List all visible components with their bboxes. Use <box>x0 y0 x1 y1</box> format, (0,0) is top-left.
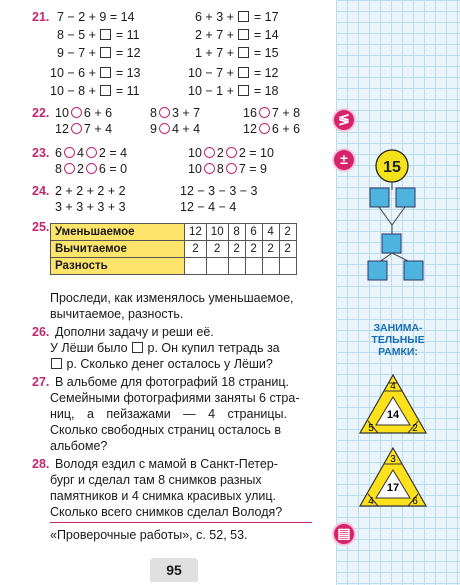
ex26-text: р. Он купил тетрадь за <box>144 341 280 355</box>
ex23-r2-right <box>188 162 267 177</box>
tree-box <box>382 234 401 253</box>
table-cell: 2 <box>279 241 296 258</box>
tri1-center: 14 <box>386 409 400 421</box>
table-cell: 4 <box>262 224 279 241</box>
sign-circle[interactable] <box>226 147 237 158</box>
ex23-val: 8 <box>55 162 62 176</box>
ex23-val: 8 <box>216 162 224 176</box>
ex22-r1-c3 <box>243 106 300 121</box>
ex28-line-1: Володя ездил с мамой в Санкт-Петер- <box>55 457 278 471</box>
ex23-r1-left <box>55 146 127 161</box>
ex21-right-2 <box>195 28 279 43</box>
ex21-left-3 <box>57 46 141 61</box>
ex21-right-1-a: 6 + 3 + <box>195 10 238 24</box>
ex27-line-4: Сколько свободных страниц осталось в <box>50 423 281 437</box>
ex22-val: 12 <box>243 122 257 136</box>
blank-box[interactable] <box>100 47 111 58</box>
ex28-line-4: Сколько всего снимков сделал Володя? <box>50 505 283 519</box>
ex22-val: 7 + 8 <box>271 106 301 120</box>
compare-circle[interactable] <box>71 107 82 118</box>
ex25-text-2: вычитаемое, разность. <box>50 307 184 321</box>
table-cell: 2 <box>185 241 207 258</box>
table-row <box>51 224 297 241</box>
table-cell-empty[interactable] <box>279 258 296 275</box>
blank-box[interactable] <box>238 67 249 78</box>
ex22-val: 6 + 6 <box>271 122 301 136</box>
tri2-top: 3 <box>390 454 396 465</box>
triangle-puzzle-1 <box>358 373 428 435</box>
table-cell-empty[interactable] <box>228 258 245 275</box>
exercise-21-number: 21. <box>32 10 50 24</box>
table-cell-empty[interactable] <box>185 258 207 275</box>
table-cell: 2 <box>206 241 228 258</box>
plus-minus-icon: ± <box>332 148 356 172</box>
table-cell-empty[interactable] <box>206 258 228 275</box>
sign-circle[interactable] <box>86 163 97 174</box>
ex23-val: 6 <box>55 146 62 160</box>
ex23-val: 7 = 9 <box>238 162 268 176</box>
blank-box[interactable] <box>100 85 111 96</box>
ex22-r2-c3 <box>243 122 300 137</box>
workbook-reference: «Проверочные работы», с. 52, 53. <box>50 528 248 542</box>
ex26-line-2 <box>50 341 280 357</box>
blank-box[interactable] <box>238 11 249 22</box>
table-cell: 10 <box>206 224 228 241</box>
tree-box <box>368 261 387 280</box>
ex24-left-1: 2 + 2 + 2 + 2 <box>55 184 126 198</box>
tri1-right: 2 <box>412 423 418 434</box>
row-header: Разность <box>51 258 185 275</box>
ex27-line-5: альбоме? <box>50 439 108 453</box>
table-cell-empty[interactable] <box>262 258 279 275</box>
compare-circle[interactable] <box>159 107 170 118</box>
ex23-val: 2 = 10 <box>238 146 274 160</box>
table-row <box>51 258 297 275</box>
page-number: 95 <box>150 558 198 582</box>
exercise-24-number: 24. <box>32 184 50 198</box>
ex21-left-2 <box>57 28 140 43</box>
table-cell: 8 <box>228 224 245 241</box>
table-cell: 2 <box>228 241 245 258</box>
ex23-val: 6 = 0 <box>98 162 128 176</box>
ex23-r1-right <box>188 146 274 161</box>
ex22-val: 3 + 7 <box>171 106 201 120</box>
sign-circle[interactable] <box>64 147 75 158</box>
puzzle-title-3: РАМКИ: <box>378 346 418 358</box>
blank-box[interactable] <box>238 47 249 58</box>
ex21-right-5-a: 10 − 1 + <box>188 84 238 98</box>
exercise-22-number: 22. <box>32 106 50 120</box>
blank-box[interactable] <box>51 358 62 369</box>
tri1-top: 4 <box>390 381 396 392</box>
ex22-val: 9 <box>150 122 157 136</box>
ex27-line-2: Семейными фотографиями заняты 6 стра- <box>50 391 300 405</box>
ex22-r2-c1 <box>55 122 112 137</box>
ex22-val: 7 + 4 <box>83 122 113 136</box>
sign-circle[interactable] <box>204 147 215 158</box>
table-row <box>51 241 297 258</box>
ex23-val: 10 <box>188 146 202 160</box>
tree-box <box>396 188 415 207</box>
ex22-val: 6 + 6 <box>83 106 113 120</box>
ex21-left-2-b: = 11 <box>112 28 140 42</box>
tri1-left: 5 <box>368 423 374 434</box>
ex26-text: У Лёши было <box>50 341 132 355</box>
compare-circle[interactable] <box>259 107 270 118</box>
ex21-right-1-b: = 17 <box>250 10 279 24</box>
blank-box[interactable] <box>100 67 111 78</box>
ex23-r2-left <box>55 162 127 177</box>
ex21-left-5-b: = 11 <box>112 84 140 98</box>
exercise-28-number: 28. <box>32 457 50 471</box>
ex23-val: 2 = 4 <box>98 146 128 160</box>
ex21-left-4 <box>50 66 141 81</box>
ex21-right-2-a: 2 + 7 + <box>195 28 238 42</box>
ex23-val: 4 <box>76 146 84 160</box>
table-cell: 6 <box>245 224 262 241</box>
tri2-center: 17 <box>386 482 400 494</box>
ex22-val: 10 <box>55 106 69 120</box>
tri2-left: 4 <box>368 496 374 507</box>
ex23-val: 10 <box>188 162 202 176</box>
sign-circle[interactable] <box>204 163 215 174</box>
table-cell: 2 <box>262 241 279 258</box>
compare-circle[interactable] <box>259 123 270 134</box>
puzzle-title-1: ЗАНИМА- <box>373 322 423 334</box>
number-tree-diagram <box>356 148 456 298</box>
compare-circle[interactable] <box>71 123 82 134</box>
table-cell: 12 <box>185 224 207 241</box>
ex21-right-4 <box>188 66 279 81</box>
blank-box[interactable] <box>238 85 249 96</box>
table-cell: 2 <box>245 241 262 258</box>
sign-circle[interactable] <box>64 163 75 174</box>
ex21-right-2-b: = 14 <box>250 28 279 42</box>
puzzle-title-2: ТЕЛЬНЫЕ <box>371 334 425 346</box>
compare-circle[interactable] <box>159 123 170 134</box>
ex21-left-1: 7 − 2 + 9 = 14 <box>57 10 135 24</box>
ex24-right-2: 12 − 4 − 4 <box>180 200 237 214</box>
ex22-r2-c2 <box>150 122 200 137</box>
exercise-26-number: 26. <box>32 325 50 339</box>
ex27-line-1: В альбоме для фотографий 18 страниц. <box>55 375 289 389</box>
ex22-r1-c2 <box>150 106 200 121</box>
ex21-left-5-a: 10 − 8 + <box>50 84 100 98</box>
ex22-val: 12 <box>55 122 69 136</box>
compare-icon: ≶ <box>332 108 356 132</box>
row-header: Вычитаемое <box>51 241 185 258</box>
blank-box[interactable] <box>238 29 249 40</box>
blank-box[interactable] <box>100 29 111 40</box>
ex21-right-3 <box>195 46 279 61</box>
ex21-right-3-a: 1 + 7 + <box>195 46 238 60</box>
ex22-val: 8 <box>150 106 157 120</box>
book-icon: ▤ <box>332 522 356 546</box>
ex26-line-3 <box>50 357 273 373</box>
ex24-left-2: 3 + 3 + 3 + 3 <box>55 200 126 214</box>
sign-circle[interactable] <box>86 147 97 158</box>
footer-divider <box>50 522 312 523</box>
ex21-left-3-a: 9 − 7 + <box>57 46 100 60</box>
triangle-puzzle-2 <box>358 446 428 508</box>
ex27-line-3: ниц, а пейзажами — 4 страницы. <box>50 407 287 421</box>
table-cell-empty[interactable] <box>245 258 262 275</box>
minuend-subtrahend-table <box>50 223 297 275</box>
ex21-left-5 <box>50 84 140 99</box>
ex21-right-4-b: = 12 <box>250 66 279 80</box>
ex26-text: р. Сколько денег осталось у Лёши? <box>63 357 273 371</box>
ex28-line-3: памятников и 4 снимка красивых улиц. <box>50 489 276 503</box>
sign-circle[interactable] <box>226 163 237 174</box>
ex21-right-1 <box>195 10 279 25</box>
tree-root-label: 15 <box>383 159 401 176</box>
ex22-val: 16 <box>243 106 257 120</box>
exercise-27-number: 27. <box>32 375 50 389</box>
tri2-right: 6 <box>412 496 418 507</box>
ex22-val: 4 + 4 <box>171 122 201 136</box>
ex21-right-5 <box>188 84 279 99</box>
ex28-line-2: бург и сделал там 8 снимков разных <box>50 473 262 487</box>
ex23-val: 2 <box>76 162 84 176</box>
exercise-25-number: 25. <box>32 220 50 234</box>
tree-box <box>404 261 423 280</box>
ex21-right-3-b: = 15 <box>250 46 279 60</box>
ex23-val: 2 <box>216 146 224 160</box>
ex21-left-2-a: 8 − 5 + <box>57 28 100 42</box>
table-cell: 2 <box>279 224 296 241</box>
ex24-right-1: 12 − 3 − 3 − 3 <box>180 184 258 198</box>
blank-box[interactable] <box>132 342 143 353</box>
ex21-right-5-b: = 18 <box>250 84 279 98</box>
ex21-left-3-b: = 12 <box>112 46 141 60</box>
ex21-left-4-a: 10 − 6 + <box>50 66 100 80</box>
tree-box <box>370 188 389 207</box>
exercise-23-number: 23. <box>32 146 50 160</box>
ex21-left-4-b: = 13 <box>112 66 141 80</box>
ex21-right-4-a: 10 − 7 + <box>188 66 238 80</box>
ex22-r1-c1 <box>55 106 112 121</box>
ex25-text-1: Проследи, как изменялось уменьшаемое, <box>50 291 294 305</box>
row-header: Уменьшаемое <box>51 224 185 241</box>
ex26-line-1: Дополни задачу и реши её. <box>55 325 214 339</box>
